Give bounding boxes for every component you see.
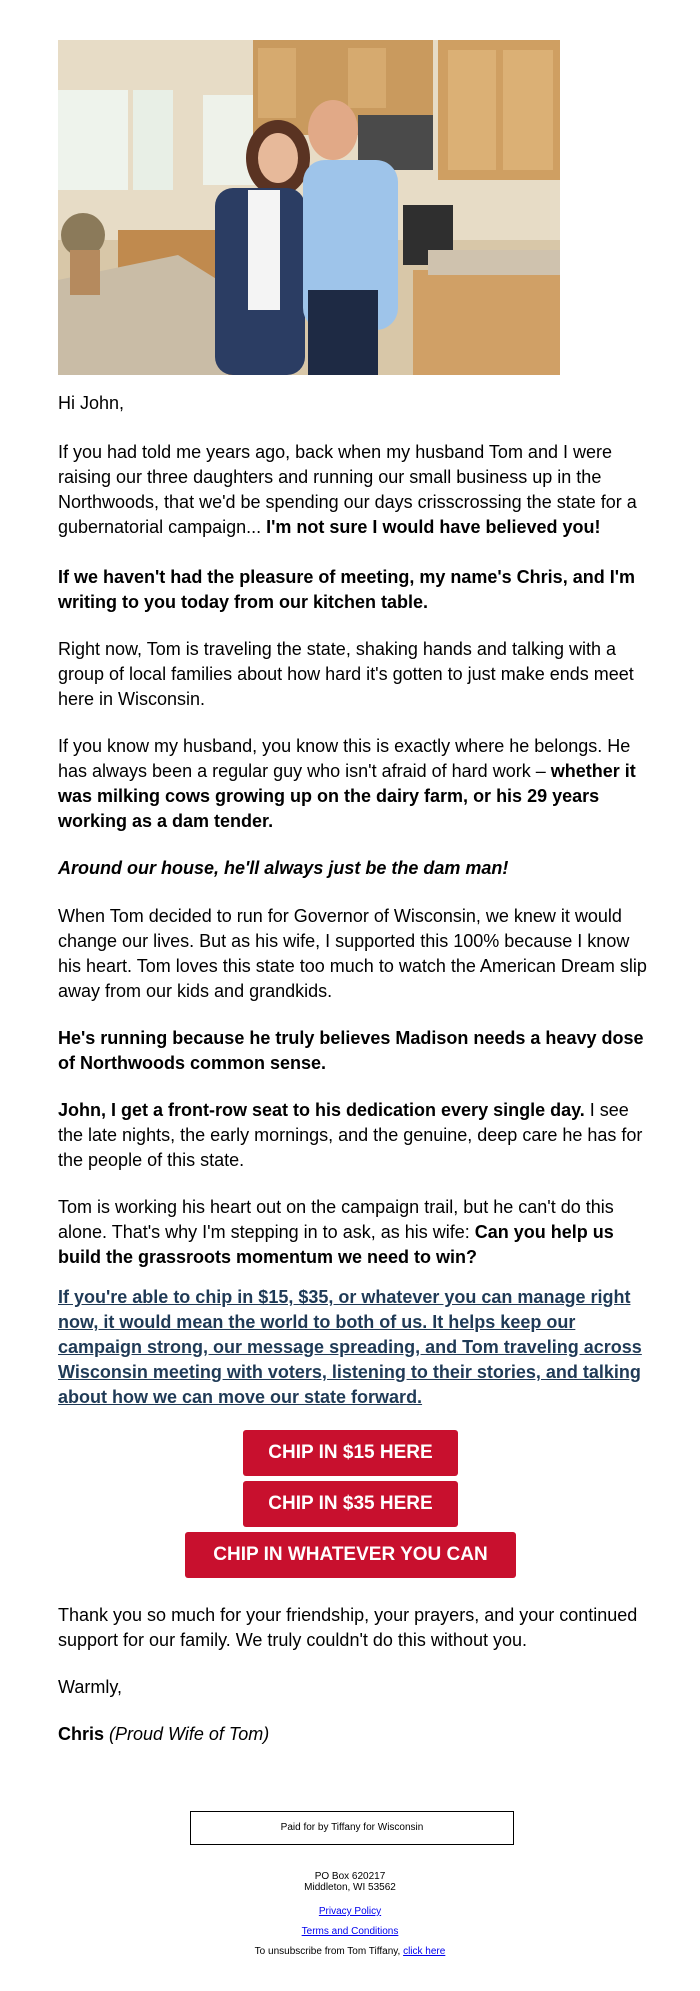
- donate-link-paragraph[interactable]: If you're able to chip in $15, $35, or whatever you can manage right now, it would mean the world to both of us. It helps keep our campaign strong, our message spreading, and Tom traveling across Wisconsin meeting with voters, listening to their stories, and talking about how we can move our state forward.: [58, 1287, 642, 1407]
- address-line-1: PO Box 620217: [314, 1871, 386, 1882]
- unsubscribe-link[interactable]: click here: [403, 1946, 446, 1957]
- paragraph-5-italic: Around our house, he'll always just be the dam man!: [58, 858, 509, 878]
- paid-for-box: Paid for by Tiffany for Wisconsin: [190, 1811, 514, 1845]
- paragraph-3: Right now, Tom is traveling the state, shaking hands and talking with a group of local families about how hard it's gotten to just make ends meet here in Wisconsin.: [58, 639, 634, 709]
- chip-in-35-button[interactable]: CHIP IN $35 HERE: [243, 1481, 458, 1527]
- unsubscribe-text: To unsubscribe from Tom Tiffany,: [254, 1946, 401, 1957]
- chip-in-15-button[interactable]: CHIP IN $15 HERE: [243, 1430, 458, 1476]
- terms-row: [0, 1926, 700, 1938]
- paragraph-9: [58, 1195, 648, 1270]
- paragraph-1-bold: I'm not sure I would have believed you!: [266, 517, 601, 537]
- signature: [58, 1722, 648, 1747]
- kitchen-photo: [58, 40, 560, 375]
- paragraph-thank-you: Thank you so much for your friendship, your prayers, and your continued support for our family. We truly couldn't do this without you.: [58, 1605, 638, 1650]
- paragraph-4-text: If you know my husband, you know this is exactly where he belongs. He has always been a regular guy who isn't afraid of hard work –: [58, 736, 631, 781]
- paragraph-6: When Tom decided to run for Governor of Wisconsin, we knew it would change our lives. But as his wife, I supported this 100% because I know his heart. Tom loves this state too much to watch the American Dream slip away from our kids and grandkids.: [58, 906, 647, 1001]
- privacy-policy-link[interactable]: Privacy Policy: [318, 1906, 382, 1917]
- unsubscribe-row: [0, 1946, 700, 1958]
- paragraph-4: [58, 734, 648, 834]
- paragraph-4-bold: whether it was milking cows growing up on the dairy farm, or his 29 years working as a dam tender.: [58, 761, 636, 831]
- paragraph-9-bold: Can you help us build the grassroots momentum we need to win?: [58, 1222, 614, 1267]
- signature-title: (Proud Wife of Tom): [109, 1724, 270, 1744]
- terms-link[interactable]: Terms and Conditions: [301, 1926, 399, 1937]
- privacy-row: [0, 1906, 700, 1918]
- paragraph-7-bold: He's running because he truly believes Madison needs a heavy dose of Northwoods common sense.: [58, 1028, 644, 1073]
- paragraph-1-text: If you had told me years ago, back when my husband Tom and I were raising our three daughters and running our small business up in the Northwoods, that we'd be spending our days crisscrossing the state for a gubernatorial campaign...: [58, 442, 637, 537]
- paragraph-2: [58, 565, 648, 615]
- paragraph-9-text: Tom is working his heart out on the campaign trail, but he can't do this alone. That's why I'm stepping in to ask, as his wife:: [58, 1197, 614, 1242]
- address-line-2: Middleton, WI 53562: [304, 1882, 396, 1893]
- greeting: Hi John,: [58, 393, 125, 413]
- paragraph-5: [58, 856, 648, 881]
- signature-name: Chris: [58, 1724, 105, 1744]
- paragraph-7: [58, 1026, 648, 1076]
- paragraph-8: [58, 1098, 648, 1173]
- paragraph-1: [58, 440, 648, 540]
- couple-photo-illustration: [58, 40, 560, 375]
- paragraph-2-bold: If we haven't had the pleasure of meeting, my name's Chris, and I'm writing to you today from our kitchen table.: [58, 567, 635, 612]
- closing: Warmly,: [58, 1677, 122, 1697]
- chip-in-any-button[interactable]: CHIP IN WHATEVER YOU CAN: [185, 1532, 516, 1578]
- paragraph-8-text: I see the late nights, the early mornings, and the genuine, deep care he has for the people of this state.: [58, 1100, 643, 1170]
- paragraph-8-bold: John, I get a front-row seat to his dedication every single day.: [58, 1100, 585, 1120]
